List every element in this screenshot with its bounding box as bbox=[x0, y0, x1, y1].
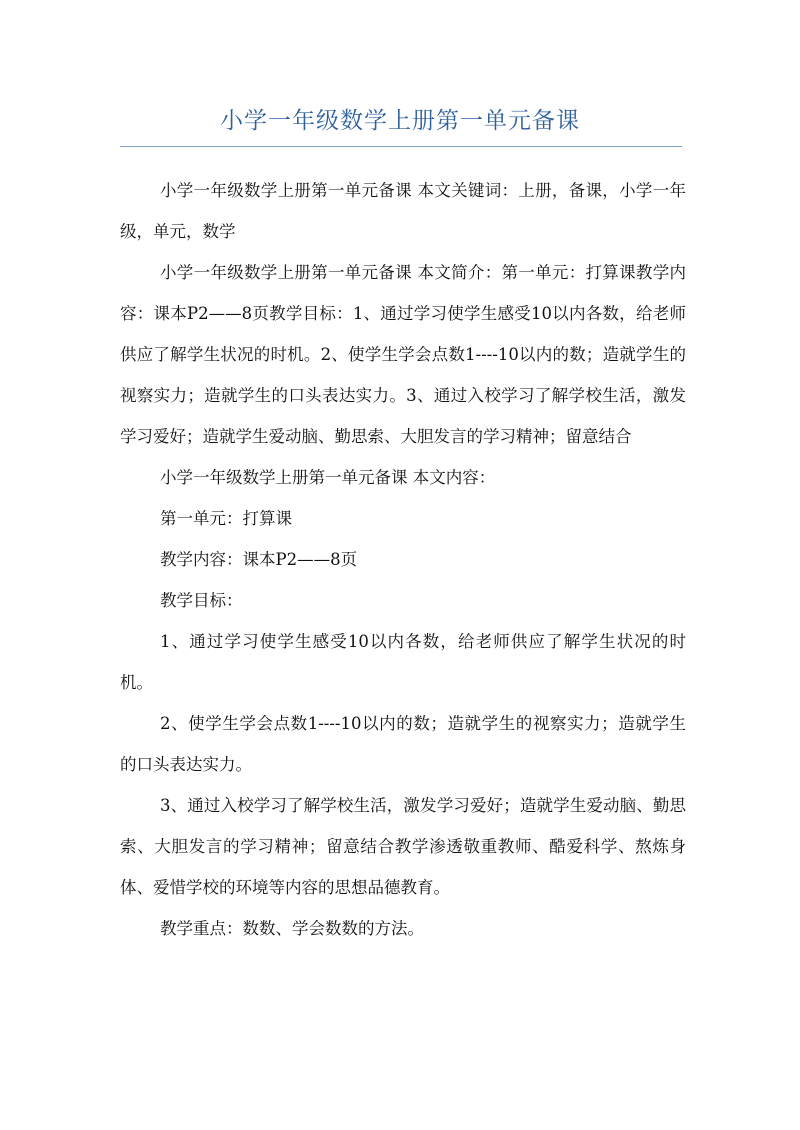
paragraph-summary: 小学一年级数学上册第一单元备课 本文简介：第一单元：打算课教学内容：课本P2——8页教学目标：1、通过学习使学生感受10以内各数，给老师供应了解学生状况的时机。2、使学生学会点数1----10以内的数；造就学生的视察实力；造就学生的口头表达实力。3、通过入校学习了解学校生活，激发学习爱好；造就学生爱动脑、勤思索、大胆发言的学习精神；留意结合 bbox=[120, 263, 686, 446]
paragraph-teaching-goals-label: 教学目标： bbox=[160, 591, 243, 610]
title-divider bbox=[120, 146, 682, 147]
document-body bbox=[120, 170, 686, 949]
paragraph-goal-3: 3、通过入校学习了解学校生活，激发学习爱好；造就学生爱动脑、勤思索、大胆发言的学习精神；留意结合教学渗透敬重教师、酷爱科学、熬炼身体、爱惜学校的环境等内容的思想品德教育。 bbox=[120, 796, 686, 897]
paragraph-key-points: 教学重点：数数、学会数数的方法。 bbox=[160, 919, 424, 938]
paragraph-keywords: 小学一年级数学上册第一单元备课 本文关键词：上册，备课，小学一年级，单元，数学 bbox=[120, 181, 686, 241]
paragraph-goal-2: 2、使学生学会点数1----10以内的数；造就学生的视察实力；造就学生的口头表达实力。 bbox=[120, 714, 686, 774]
paragraph-unit: 第一单元：打算课 bbox=[160, 509, 292, 528]
document-title: 小学一年级数学上册第一单元备课 bbox=[220, 108, 580, 134]
paragraph-teaching-content: 教学内容：课本P2——8页 bbox=[160, 550, 358, 569]
paragraph-content-heading: 小学一年级数学上册第一单元备课 本文内容： bbox=[160, 468, 496, 487]
paragraph-goal-1: 1、通过学习使学生感受10以内各数，给老师供应了解学生状况的时机。 bbox=[120, 632, 686, 692]
